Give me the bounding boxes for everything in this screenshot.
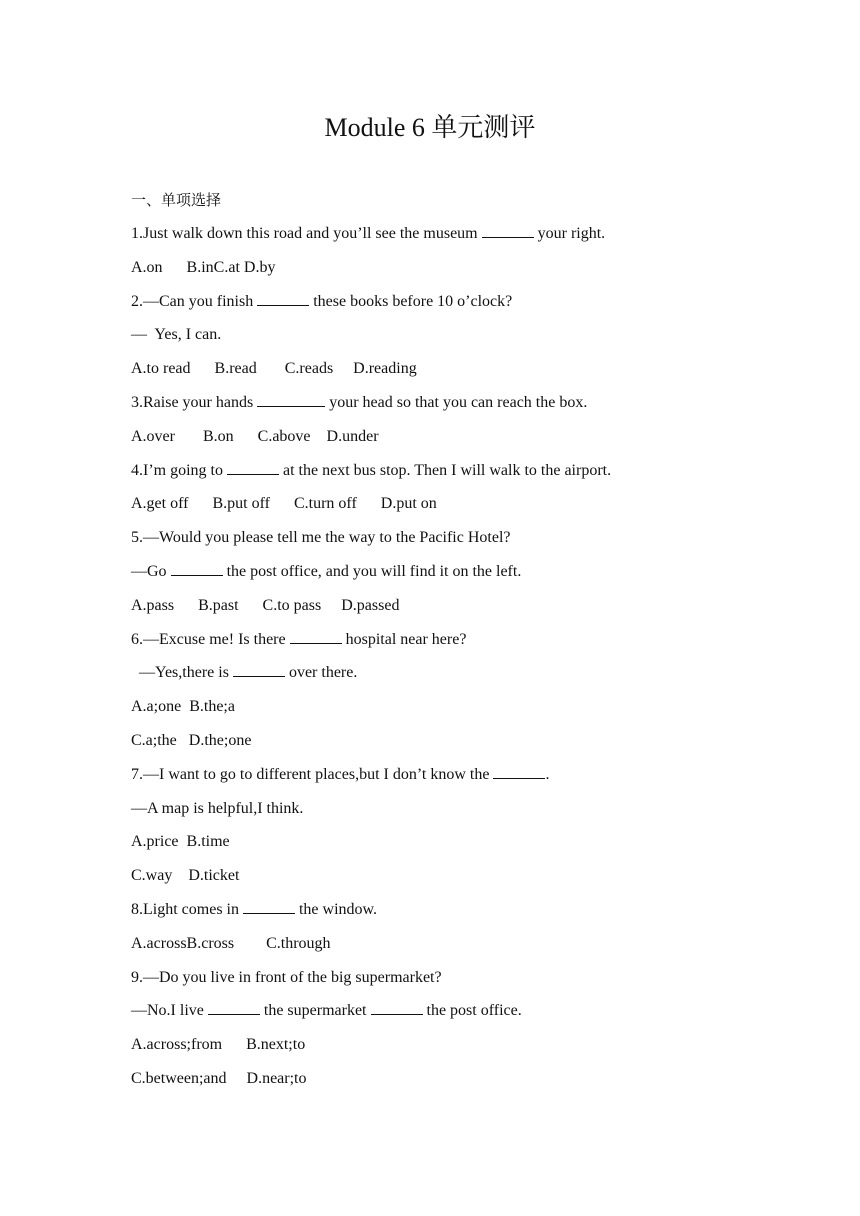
line-text: A.acrossB.cross C.through (131, 934, 331, 952)
line-text: the window. (294, 900, 378, 918)
line-text: 4.I’m going to (131, 461, 227, 479)
text-line (131, 694, 781, 728)
answer-blank (171, 559, 223, 576)
line-text: C.between;and D.near;to (131, 1069, 307, 1087)
line-text: —No.I live (131, 1002, 208, 1020)
page-title: Module 6 单元测评 (324, 113, 536, 142)
text-line (131, 660, 781, 694)
line-text: the post office. (422, 1002, 522, 1020)
line-text: 5.—Would you please tell me the way to the Pacific Hotel? (131, 529, 511, 547)
line-text: 1.Just walk down this road and you’ll see the museum (131, 225, 482, 242)
answer-blank (227, 458, 279, 475)
text-line (131, 525, 781, 559)
line-text: 3.Raise your hands (131, 393, 258, 411)
text-line (131, 322, 781, 356)
answer-blank (233, 660, 285, 677)
text-line (131, 627, 781, 661)
line-text: your head so that you can reach the box. (325, 393, 588, 411)
line-text: A.get off B.put off C.turn off D.put on (131, 495, 437, 513)
line-text: A.to read B.read C.reads D.reading (131, 360, 417, 378)
answer-blank (482, 221, 534, 238)
line-text: A.across;from B.next;to (131, 1036, 306, 1054)
section-heading: 一、单项选择 (131, 191, 222, 209)
text-line (131, 1066, 781, 1100)
text-line (131, 998, 781, 1032)
line-text: 6.—Excuse me! Is there (131, 630, 290, 648)
line-text: A.on B.inC.at D.by (131, 258, 276, 276)
text-line (131, 424, 781, 458)
answer-blank (257, 390, 325, 407)
answer-blank (243, 897, 295, 914)
line-text: A.over B.on C.above D.under (131, 427, 379, 445)
line-text: — Yes, I can. (131, 326, 222, 344)
text-line (131, 1032, 781, 1066)
text-line (131, 458, 781, 492)
line-text: —Go (131, 562, 171, 580)
text-line (131, 289, 781, 323)
line-text: these books before 10 o’clock? (309, 292, 513, 310)
line-text: —A map is helpful,I think. (131, 799, 304, 817)
line-text: the supermarket (259, 1002, 371, 1020)
question-list (131, 221, 781, 1100)
line-text: the post office, and you will find it on the left. (222, 562, 522, 580)
text-line (131, 796, 781, 830)
text-line (131, 559, 781, 593)
text-line (131, 829, 781, 863)
line-text: —Yes,there is (131, 664, 233, 682)
answer-blank (493, 762, 545, 779)
line-text: 9.—Do you live in front of the big supermarket? (131, 968, 442, 986)
line-text: A.pass B.past C.to pass D.passed (131, 596, 400, 614)
text-line (131, 356, 781, 390)
line-text: C.a;the D.the;one (131, 731, 252, 749)
text-line (131, 728, 781, 762)
text-line (131, 390, 781, 424)
line-text: . (545, 765, 550, 783)
text-line (131, 931, 781, 965)
text-line (131, 897, 781, 931)
text-line (131, 491, 781, 525)
line-text: 8.Light comes in (131, 900, 243, 918)
line-text: C.way D.ticket (131, 867, 240, 885)
text-line (131, 762, 781, 796)
text-line (131, 593, 781, 627)
line-text: your right. (533, 225, 606, 242)
text-line (131, 255, 781, 289)
line-text: hospital near here? (341, 630, 467, 648)
text-line (131, 863, 781, 897)
answer-blank (208, 998, 260, 1015)
line-text: over there. (284, 664, 358, 682)
line-text: A.a;one B.the;a (131, 698, 235, 716)
answer-blank (371, 998, 423, 1015)
line-text: at the next bus stop. Then I will walk to the airport. (279, 461, 612, 479)
line-text: 2.—Can you finish (131, 292, 258, 310)
answer-blank (290, 627, 342, 644)
text-line (131, 221, 781, 255)
text-line (131, 965, 781, 999)
line-text: A.price B.time (131, 833, 230, 851)
answer-blank (257, 289, 309, 306)
line-text: 7.—I want to go to different places,but I don’t know the (131, 765, 494, 783)
